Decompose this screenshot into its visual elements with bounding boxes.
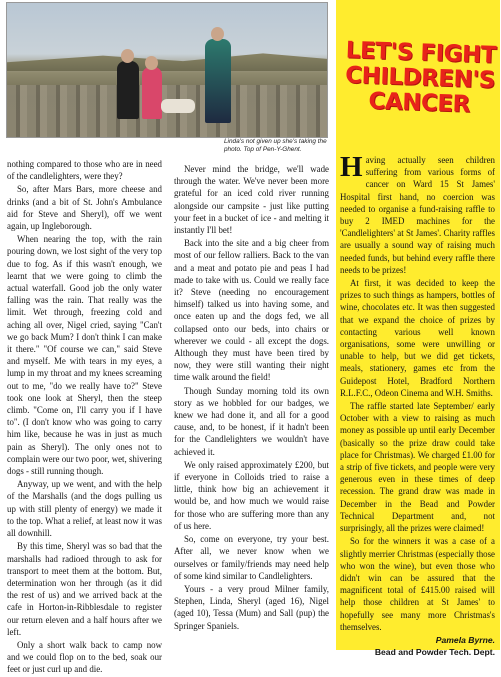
paragraph: nothing compared to those who are in need of the candlelighters, were they? (7, 159, 162, 182)
paragraph: Yours - a very proud Milner family, Stephen, Linda, Sheryl (aged 16), Nigel (aged 10), Tessa (Mum) and Sall (pup) the Springer Spaniels. (174, 583, 329, 631)
photo-caption: Linda's not given up she's taking the photo. Top of Pen-Y-Ghent. (224, 138, 327, 153)
hiking-photo (6, 2, 328, 138)
headline-line: CANCER (368, 88, 471, 118)
paragraph: So for the winners it was a case of a slightly merrier Christmas (especially those who won the wine), but even those who didn't win can be assured that the magnificent total of £415.00 raised will help those children at St James' to hopefully see many more Christmas's themselves. (340, 536, 495, 632)
headline-line: CHILDREN'S (344, 62, 496, 94)
paragraph: Back into the site and a big cheer from most of our fellow ralliers. Back to the van and a meat and potato pie and peas I had made to take with us. Could we really face it? Steve (needing no encouragement himself) talked us into having some, and once eaten up and the dogs fed, we all collapsed onto our beds, into chairs or wherever we could - all except the dogs. Although they must have been tired by now, they were still wanting their night time walk around the field! (174, 238, 329, 383)
hiker-figure (205, 39, 231, 123)
drop-cap: H (340, 151, 363, 183)
paragraph: When nearing the top, with the rain pouring down, we lost sight of the very top due to fog. As if this wasn't enough, we learnt that we were going to climb the actual waterfall. Good job the only water falling was the rain. That really was the limit. Wet through, freezing cold and aching all over, Nigel cried, saying "Can't we go back Mum? I don't think I can make it there." "Of course we can," said Steve and myself. Me with tears in my eyes, a lump in my throat and my knees screaming out to me, "do we really have to?" Steve took one look at Sheryl, then the steep climb. "Come on, I'll carry you if I have to". (I don't know who was going to carry him like, because he was in just as much pain as Sheryl). The only ones not to complain were our two poor, wet, shivering dogs - still running though. (7, 234, 162, 477)
signature-department: Bead and Powder Tech. Dept. (374, 646, 495, 657)
paragraph: Only a short walk back to camp now and we could flop on to the bed, soak our feet or just curl up and die. (7, 639, 162, 675)
hiker-figure (142, 67, 162, 119)
dog-figure (161, 99, 195, 113)
sidebar-article (340, 151, 495, 658)
paragraph: Never mind the bridge, we'll wade through the water. We've never been more grateful for an iced cold river running alongside our campsite - just like putting your feet in a bucket of ice - and melting it instantly I'll bet! (174, 164, 329, 236)
paragraph: By this time, Sheryl was so bad that the marshalls had radioed through to ask for transport to meet them at the bottom. But, determination won her through (as it did the rest of us) and we arrived back at the cafe in Horton-in-Ribblesdale to register our return eleven and a half hours after we left. (7, 541, 162, 637)
paragraph: At first, it was decided to keep the prizes to such things as hampers, bottles of wine, chocolates etc. It was then suggested that we expand the choice of prizes by contacting various well known organisations, some were unwilling or unable to help, but we did get tickets, meals, stationery, games etc from the Guidepost Hotel, Bradford Northern R.L.F.C., Odeon Cinema and W.H. Smiths. (340, 278, 495, 398)
paragraph: So, come on everyone, try your best. After all, we never know when we ourselves or family/friends may need help of some kind similar to Candlelighters. (174, 534, 329, 581)
article-column-1 (7, 158, 162, 677)
headline (339, 38, 501, 119)
hiker-figure (117, 61, 139, 119)
paragraph: Though Sunday morning told its own story as we hobbled for our badges, we knew we had done it, and all for a good cause, and, to be honest, if it hadn't been for the Candlelighters we wouldn't have achieved it. (174, 385, 329, 457)
headline-line: LET'S FIGHT (345, 37, 497, 69)
article-column-2 (174, 163, 329, 633)
paragraph: The raffle started late September/ early October with a view to raising as much money as possible up until early December (basically so the prize draw could take place for Christmas). We charged £1.00 for a strip of five tickets, and people were very generous even in these times of deep recession. The grand draw was made in December in the Bead and Powder Technical Department and, not surprisingly, all the prizes were claimed! (340, 401, 495, 534)
paragraph: We only raised approximately £200, but if everyone in Colloids tried to raise a little, think how big an achievement it would be, and how much we would raise for those who are suffering more than any of us here. (174, 459, 329, 531)
paragraph: Having actually seen children suffering from various forms of cancer on Ward 15 St James' Hospital first hand, no coercion was needed to organise a fund-raising raffle to buy 2 IMED machines for the 'Candlelighters' at St James'. Charity raffles are usually a sound way of raising much needed funds, but behind every raffle there needs to be prizes! (340, 151, 495, 275)
paragraph: Anyway, up we went, and with the help of the Marshalls (and the dogs pulling us up with still plenty of energy) we made it to the top. What a relief, at least now it was all downhill. (7, 479, 162, 539)
paragraph: So, after Mars Bars, more cheese and drinks (and a bit of St. John's Ambulance aid for Steve and Sheryl), off we went again, up Ingleborough. (7, 184, 162, 232)
signature-name: Pamela Byrne. (435, 634, 495, 645)
